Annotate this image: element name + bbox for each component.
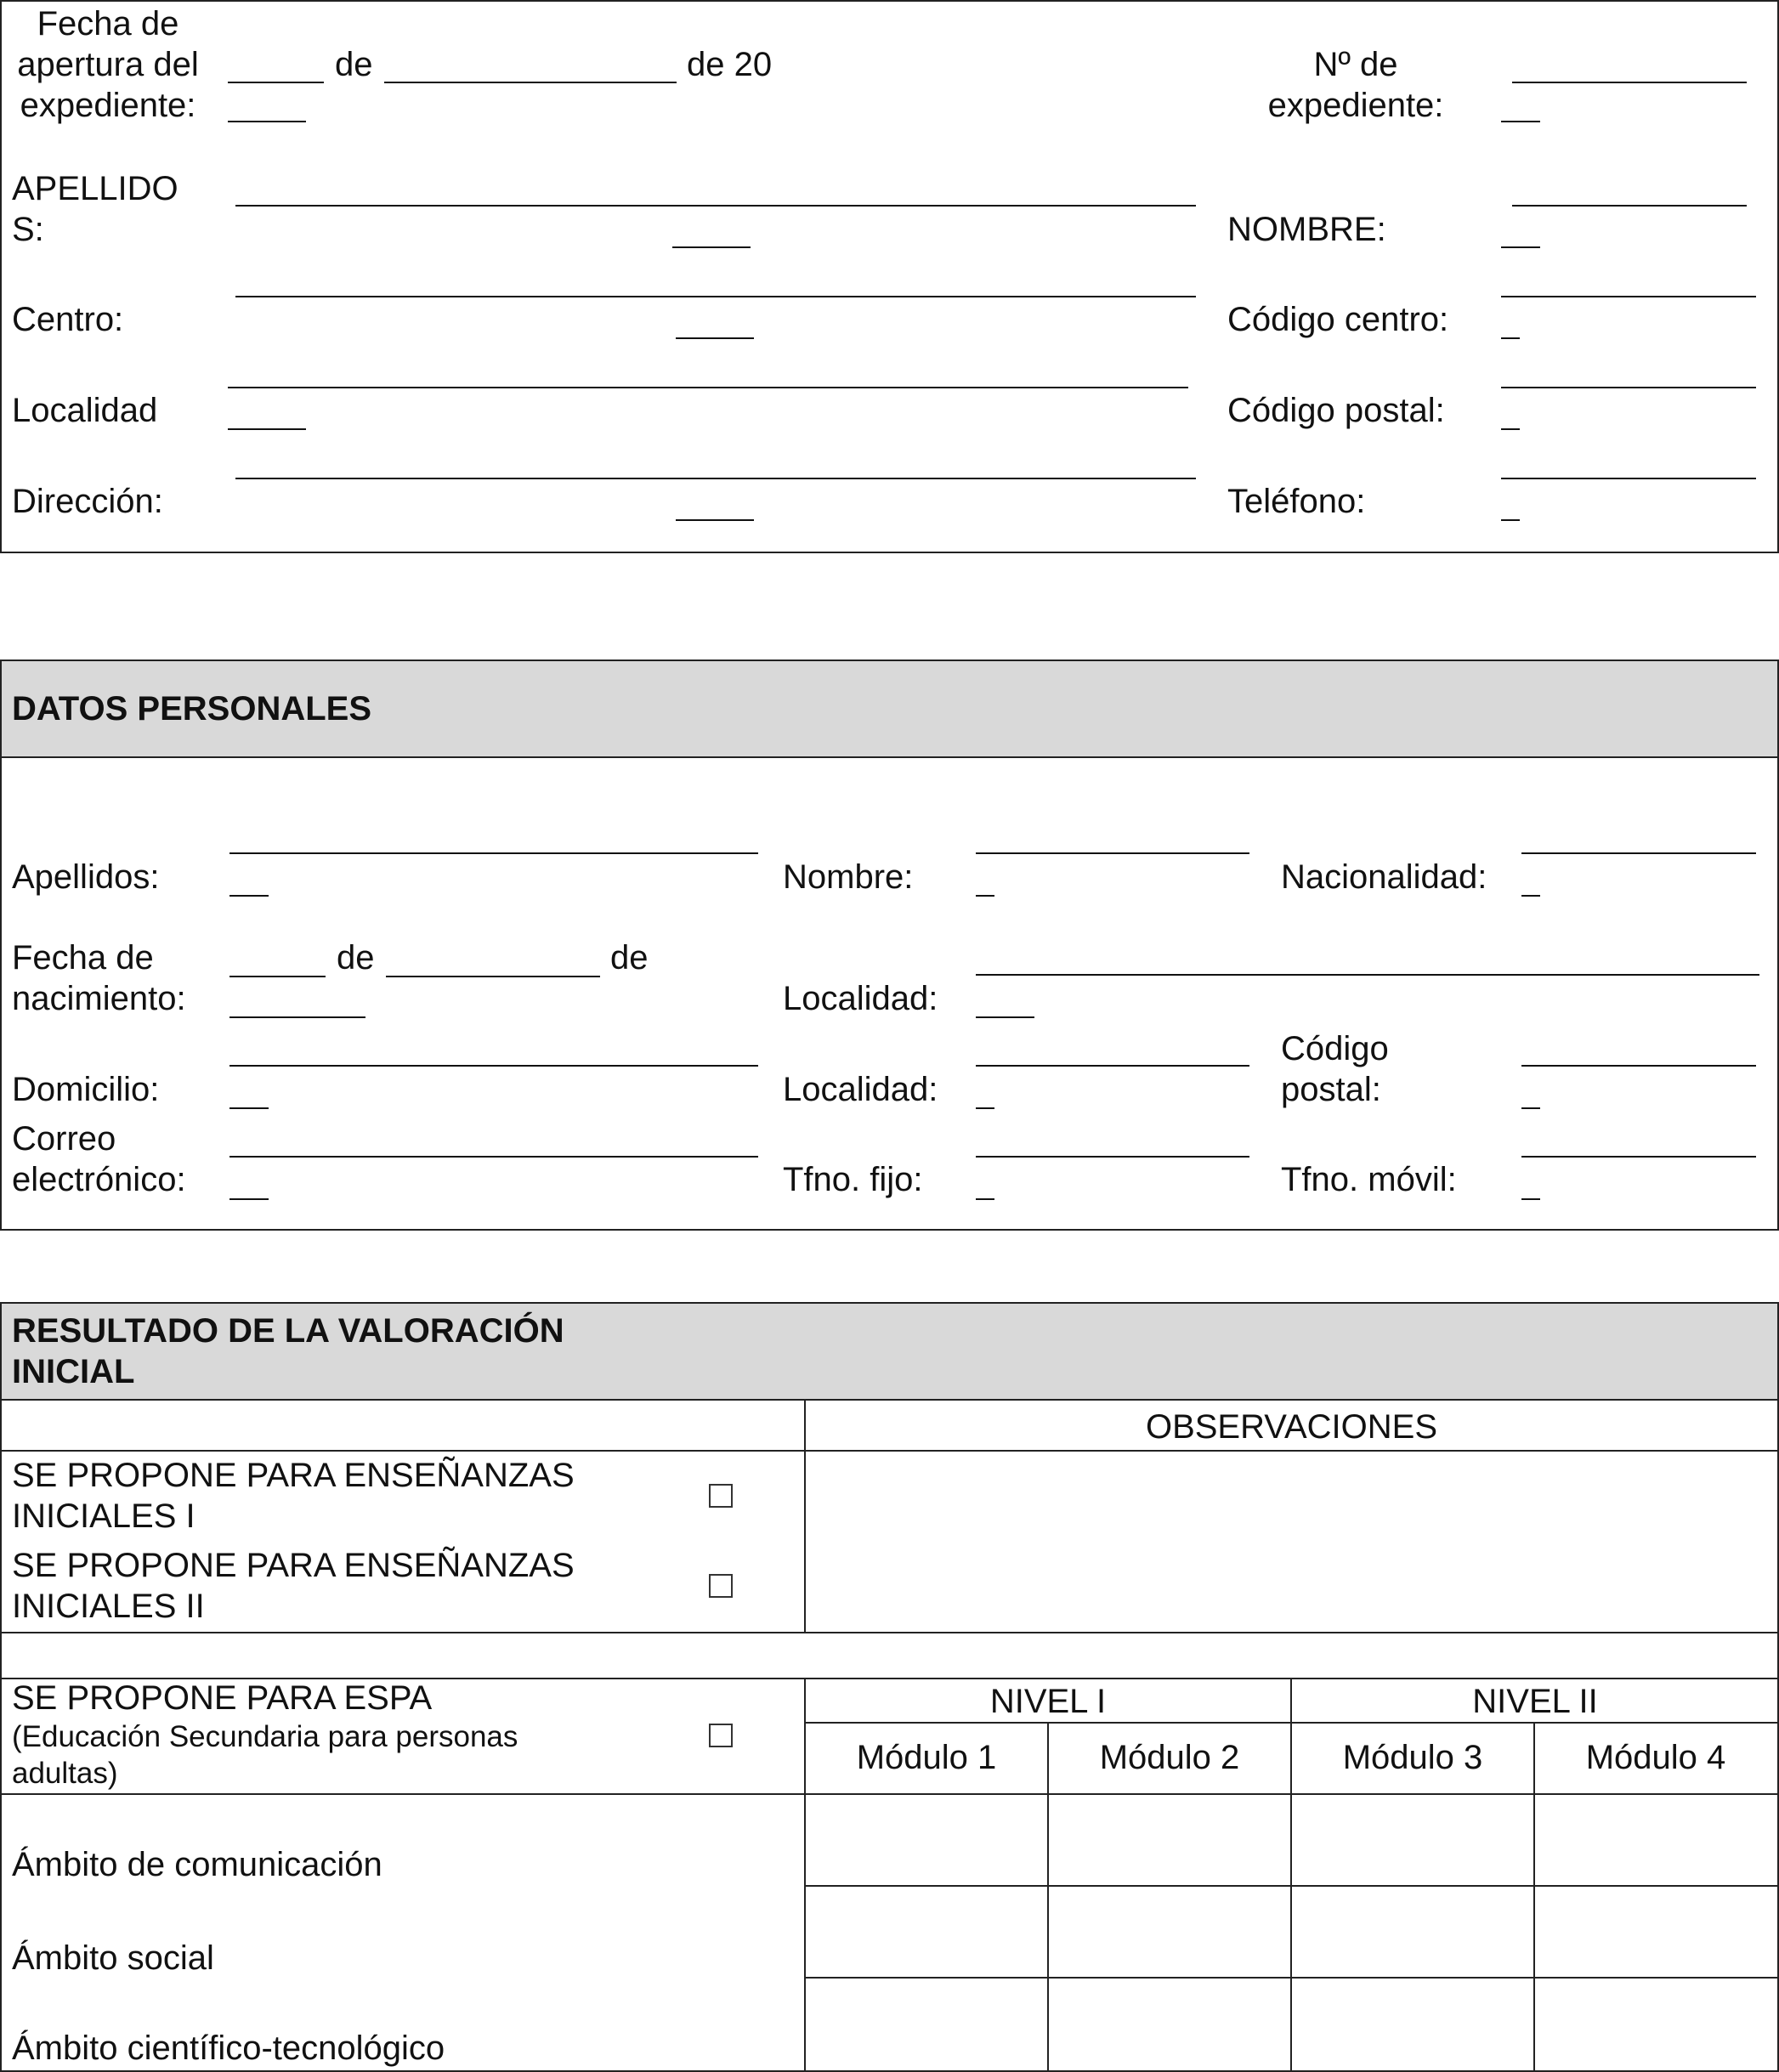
fecha-nac-de-2: de: [610, 939, 649, 977]
espa-checkbox[interactable]: [709, 1724, 733, 1747]
tfno-fijo-label: Tfno. fijo:: [783, 1161, 923, 1198]
nacionalidad-line[interactable]: [1521, 852, 1756, 854]
ensenanzas-iniciales-i-label: SE PROPONE PARA ENSEÑANZAS INICIALES I: [12, 1457, 575, 1535]
centro-label: Centro:: [12, 301, 124, 338]
tfno-movil-line[interactable]: [1521, 1156, 1756, 1158]
centro-line[interactable]: [235, 296, 1196, 297]
resultado-title: RESULTADO DE LA VALORACIÓN INICIAL: [12, 1312, 564, 1390]
fecha-nac-anio-line[interactable]: [229, 1016, 365, 1018]
ambito-cientifico-label: Ámbito científico-tecnológico: [12, 2030, 445, 2067]
localidad-nac-line[interactable]: [976, 974, 1759, 976]
localidad-line-2[interactable]: [228, 428, 306, 430]
domicilio-line[interactable]: [229, 1065, 758, 1067]
codigo-centro-label: Código centro:: [1227, 301, 1449, 338]
codigo-centro-line-2[interactable]: [1501, 337, 1520, 339]
modulo-2-header: Módulo 2: [1099, 1739, 1240, 1776]
localidad-dom-line-2[interactable]: [976, 1107, 994, 1109]
domicilio-line-2[interactable]: [229, 1107, 269, 1109]
nivel-i-header: NIVEL I: [989, 1683, 1107, 1720]
nombre-line-2[interactable]: [1501, 246, 1540, 248]
resultado-rule-2: [0, 1450, 1779, 1452]
num-expediente-label: Nº de expediente:: [1267, 46, 1444, 124]
localidad-nac-label: Localidad:: [783, 980, 938, 1017]
ensenanzas-iniciales-ii-label: SE PROPONE PARA ENSEÑANZAS INICIALES II: [12, 1547, 575, 1625]
ambito-social-label: Ámbito social: [12, 1939, 214, 1977]
ensenanzas-iniciales-ii-checkbox[interactable]: [709, 1574, 733, 1598]
ambito-comunicacion-label: Ámbito de comunicación: [12, 1846, 382, 1883]
datos-personales-box: [0, 660, 1779, 1231]
codigo-centro-line[interactable]: [1501, 296, 1756, 297]
modulo-4-header: Módulo 4: [1585, 1739, 1726, 1776]
tfno-movil-line-2[interactable]: [1521, 1198, 1540, 1200]
espa-description: (Educación Secundaria para personas adultas): [12, 1720, 518, 1790]
fecha-nac-de-1: de: [337, 939, 375, 977]
telefono-line-2[interactable]: [1501, 519, 1520, 521]
direccion-line[interactable]: [235, 478, 1196, 479]
fecha-apertura-label: Fecha de apertura del expediente:: [17, 5, 199, 124]
nacionalidad-line-2[interactable]: [1521, 895, 1540, 897]
codigo-postal-dp-line[interactable]: [1521, 1065, 1756, 1067]
localidad-label: Localidad: [12, 392, 158, 429]
resultado-rule-5: [0, 1793, 1779, 1795]
codigo-postal-dp-label: Código postal:: [1281, 1030, 1389, 1108]
direccion-line-2[interactable]: [676, 519, 754, 521]
centro-line-2[interactable]: [676, 337, 754, 339]
nombre-line[interactable]: [1512, 205, 1747, 207]
tfno-movil-label: Tfno. móvil:: [1281, 1161, 1457, 1198]
nivel-ii-header: NIVEL II: [1472, 1683, 1598, 1720]
tfno-fijo-line-2[interactable]: [976, 1198, 994, 1200]
datos-personales-header-divider: [0, 756, 1779, 758]
observaciones-header: OBSERVACIONES: [1145, 1408, 1438, 1446]
direccion-label: Dirección:: [12, 483, 163, 520]
fecha-de-2: de 20: [687, 46, 773, 83]
resultado-rule-3: [0, 1632, 1779, 1633]
localidad-nac-line-2[interactable]: [976, 1016, 1034, 1018]
codigo-postal-label: Código postal:: [1227, 392, 1445, 429]
num-expediente-line-2[interactable]: [1501, 121, 1540, 122]
codigo-postal-dp-line-2[interactable]: [1521, 1107, 1540, 1109]
nacionalidad-label: Nacionalidad:: [1281, 858, 1487, 896]
fecha-nac-mes-line[interactable]: [386, 976, 600, 977]
espa-label: SE PROPONE PARA ESPA: [12, 1679, 433, 1717]
apellidos-label: APELLIDO S:: [12, 170, 178, 248]
correo-label: Correo electrónico:: [12, 1120, 186, 1198]
ensenanzas-iniciales-i-checkbox[interactable]: [709, 1484, 733, 1508]
modulo-1-header: Módulo 1: [856, 1739, 997, 1776]
fecha-de-1: de: [335, 46, 373, 83]
datos-personales-title: DATOS PERSONALES: [12, 690, 372, 727]
num-expediente-line[interactable]: [1512, 82, 1747, 83]
nombre-dp-label: Nombre:: [783, 858, 914, 896]
localidad-dom-label: Localidad:: [783, 1071, 938, 1108]
localidad-line[interactable]: [228, 387, 1188, 388]
domicilio-label: Domicilio:: [12, 1071, 160, 1108]
fecha-dia-line[interactable]: [228, 82, 324, 83]
fecha-nac-dia-line[interactable]: [229, 976, 326, 977]
codigo-postal-line-2[interactable]: [1501, 428, 1520, 430]
apellidos-dp-label: Apellidos:: [12, 858, 160, 896]
nombre-label: NOMBRE:: [1227, 211, 1386, 248]
apellidos-line-2[interactable]: [672, 246, 751, 248]
fecha-nacimiento-label: Fecha de nacimiento:: [12, 939, 186, 1017]
apellidos-line[interactable]: [235, 205, 1196, 207]
resultado-rule-1: [0, 1399, 1779, 1401]
correo-line[interactable]: [229, 1156, 758, 1158]
fecha-anio-line[interactable]: [228, 121, 306, 122]
apellidos-dp-line[interactable]: [229, 852, 758, 854]
telefono-line[interactable]: [1501, 478, 1756, 479]
modulo-3-header: Módulo 3: [1342, 1739, 1483, 1776]
localidad-dom-line[interactable]: [976, 1065, 1249, 1067]
telefono-label: Teléfono:: [1227, 483, 1366, 520]
codigo-postal-line[interactable]: [1501, 387, 1756, 388]
nombre-dp-line-2[interactable]: [976, 895, 994, 897]
fecha-mes-line[interactable]: [384, 82, 677, 83]
correo-line-2[interactable]: [229, 1198, 269, 1200]
observaciones-field[interactable]: [807, 1453, 1776, 1630]
nombre-dp-line[interactable]: [976, 852, 1249, 854]
apellidos-dp-line-2[interactable]: [229, 895, 269, 897]
tfno-fijo-line[interactable]: [976, 1156, 1249, 1158]
